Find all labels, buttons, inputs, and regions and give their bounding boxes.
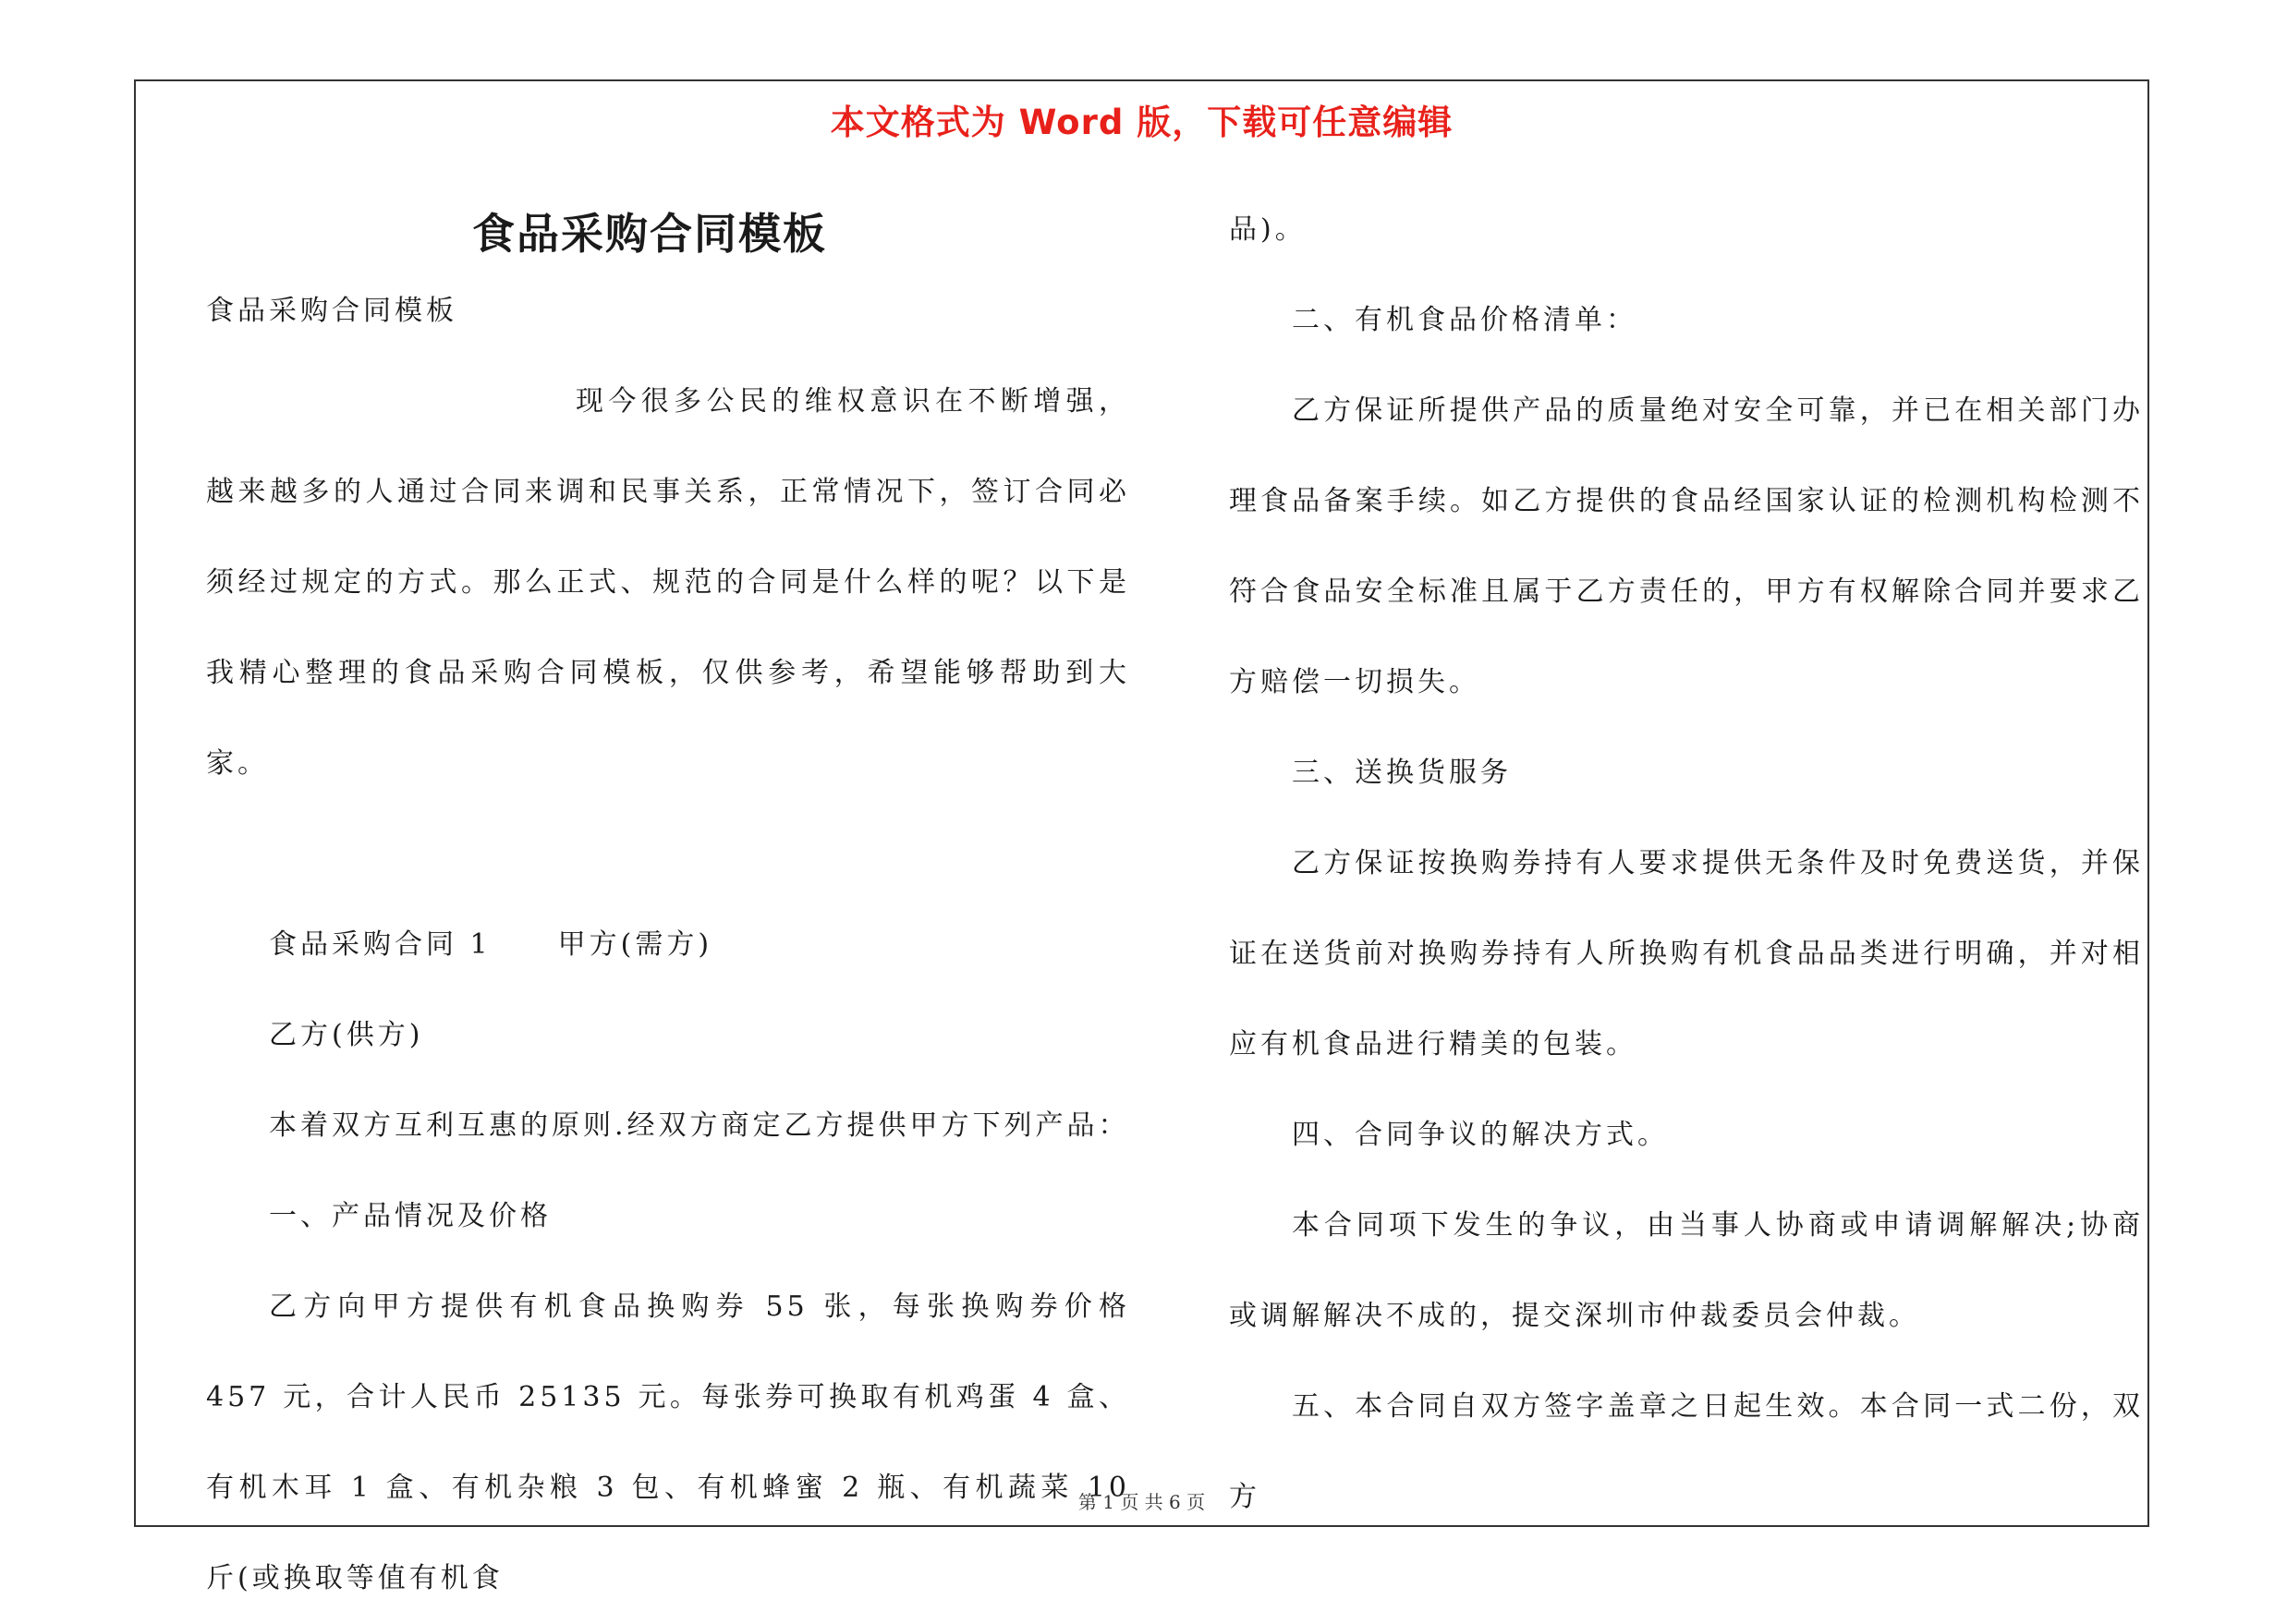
contract-label: 食品采购合同 1 — [269, 928, 492, 961]
format-banner: 本文格式为 Word 版，下载可任意编辑 — [830, 103, 1454, 142]
party-b-label: 乙方(供方) — [269, 1019, 424, 1051]
intro-paragraph: 现今很多公民的维权意识在不断增强，越来越多的人通过合同来调和民事关系，正常情况下，签订合同必须经过规定的方式。那么正式、规范的合同是什么样的呢？以下是我精心整理的食品采购合同模板，仅供参考，希望能够帮助到大家。 — [206, 385, 1130, 780]
party-a-label: 甲方(需方) — [557, 928, 713, 961]
principle-paragraph: 本着双方互利互惠的原则.经双方商定乙方提供甲方下列产品： — [269, 1109, 1130, 1142]
continuation-text: 品)。 — [1229, 213, 1307, 246]
contract-header-line — [206, 900, 1130, 990]
blank-line — [206, 809, 1130, 900]
document-subtitle: 食品采购合同模板 — [206, 295, 457, 327]
section-2-heading: 二、有机食品价格清单： — [1292, 304, 1637, 336]
right-column — [1229, 185, 2144, 1543]
section-1-heading: 一、产品情况及价格 — [269, 1200, 552, 1232]
document-page — [134, 79, 2149, 1594]
section-4-heading: 四、合同争议的解决方式。 — [1292, 1119, 1669, 1151]
document-title: 食品采购合同模板 — [472, 209, 827, 259]
section-3-heading: 三、送换货服务 — [1292, 757, 1512, 789]
section-4-body: 本合同项下发生的争议，由当事人协商或申请调解解决;协商或调解解决不成的，提交深圳市仲裁委员会仲裁。 — [1229, 1209, 2144, 1332]
page-footer: 第 1 页 共 6 页 — [1077, 1491, 1206, 1513]
left-column — [206, 201, 1130, 1624]
section-2-body: 乙方保证所提供产品的质量绝对安全可靠，并已在相关部门办理食品备案手续。如乙方提供的食品经国家认证的检测机构检测不符合食品安全标准且属于乙方责任的，甲方有权解除合同并要求乙方赔偿一切损失。 — [1229, 394, 2144, 698]
section-5-body: 五、本合同自双方签字盖章之日起生效。本合同一式二份，双方 — [1229, 1390, 2144, 1513]
section-1-body: 乙方向甲方提供有机食品换购券 55 张，每张换购券价格 457 元，合计人民币 25135 元。每张券可换取有机鸡蛋 4 盒、有机木耳 1 盒、有机杂粮 3 包、有机蜂蜜 2 瓶、有机蔬菜 10 斤(或换取等值有机食 — [206, 1291, 1130, 1594]
section-3-body: 乙方保证按换购券持有人要求提供无条件及时免费送货，并保证在送货前对换购券持有人所换购有机食品品类进行明确，并对相应有机食品进行精美的包装。 — [1229, 847, 2144, 1060]
